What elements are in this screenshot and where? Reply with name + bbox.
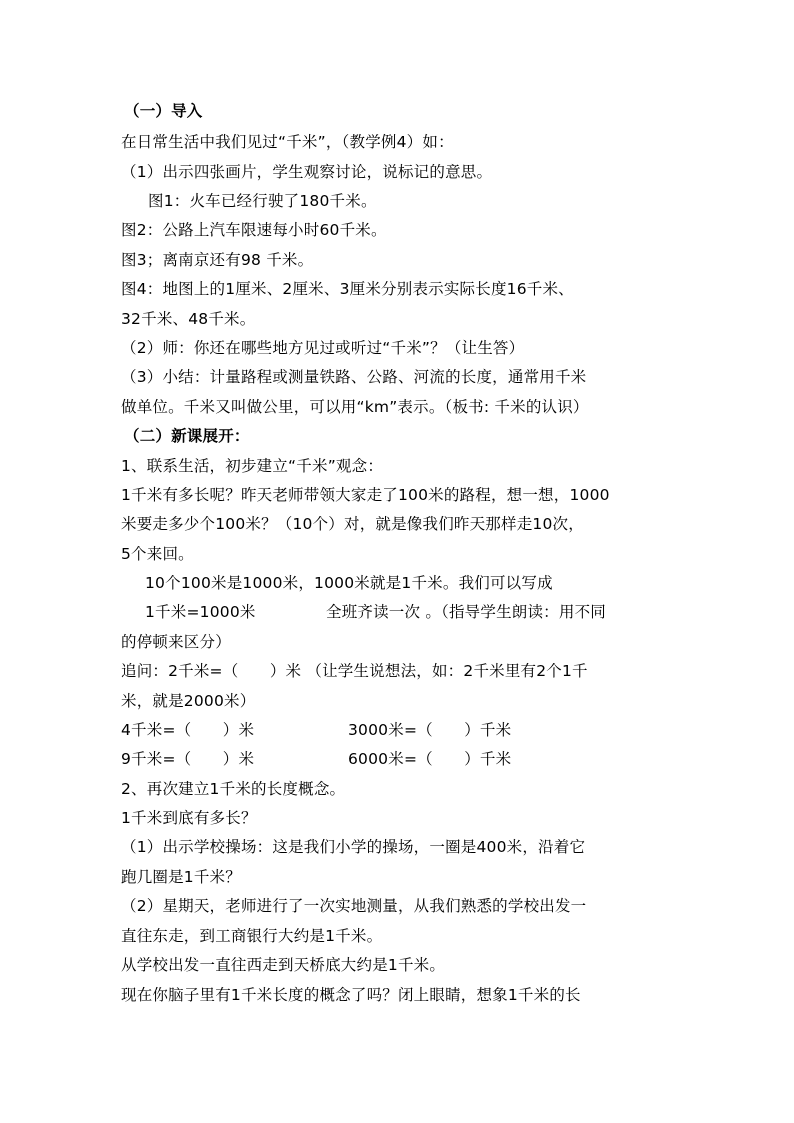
text-line: 5个来回。 bbox=[121, 545, 194, 563]
text-line: 的停顿来区分） bbox=[121, 633, 231, 651]
text-line: 跑几圈是1千米？ bbox=[121, 868, 241, 886]
text-line: 现在你脑子里有1千米长度的概念了吗？闭上眼睛，想象1千米的长 bbox=[121, 986, 581, 1004]
text-line: 1千米=1000米 bbox=[145, 603, 256, 621]
text-line: 图4：地图上的1厘米、2厘米、3厘米分别表示实际长度16千米、 bbox=[121, 280, 574, 298]
text-line: 1千米到底有多长？ bbox=[121, 809, 257, 827]
section-heading-new-lesson: （二）新课展开： bbox=[124, 427, 250, 445]
text-line: （2）星期天，老师进行了一次实地测量，从我们熟悉的学校出发一 bbox=[121, 897, 587, 915]
text-line: 图1：火车已经行驶了180千米。 bbox=[148, 192, 377, 210]
text-line: 米，就是2000米） bbox=[121, 692, 256, 710]
text-line: 米要走多少个100米？（10个）对，就是像我们昨天那样走10次， bbox=[121, 515, 584, 533]
text-line: （1）出示四张画片，学生观察讨论，说标记的意思。 bbox=[121, 163, 493, 181]
exercise-item: 4千米=（ ）米 bbox=[121, 721, 255, 739]
exercise-item: 6000米=（ ）千米 bbox=[348, 750, 512, 768]
text-line: 从学校出发一直往西走到天桥底大约是1千米。 bbox=[121, 956, 446, 974]
exercise-item: 3000米=（ ）千米 bbox=[348, 721, 512, 739]
text-line: 图3；离南京还有98 千米。 bbox=[121, 251, 314, 269]
text-line: 1、联系生活，初步建立“千米”观念： bbox=[121, 457, 384, 475]
text-line: 全班齐读一次 。（指导学生朗读：用不同 bbox=[326, 603, 606, 621]
text-line: 1千米有多长呢？昨天老师带领大家走了100米的路程，想一想，1000 bbox=[121, 486, 610, 504]
text-line: （1）出示学校操场：这是我们小学的操场，一圈是400米，沿着它 bbox=[121, 838, 586, 856]
exercise-item: 9千米=（ ）米 bbox=[121, 750, 255, 768]
text-line: （2）师：你还在哪些地方见过或听过“千米”？（让生答） bbox=[121, 339, 525, 357]
text-line: 做单位。千米又叫做公里，可以用“km”表示。（板书: 千米的认识） bbox=[121, 398, 589, 416]
text-line: 2、再次建立1千米的长度概念。 bbox=[121, 780, 346, 798]
text-line: 10个100米是1000米，1000米就是1千米。我们可以写成 bbox=[145, 574, 553, 592]
text-line: 在日常生活中我们见过“千米”，（教学例4）如： bbox=[121, 133, 454, 151]
text-line: 32千米、48千米。 bbox=[121, 310, 256, 328]
text-line: 追问：2千米=（ ）米 （让学生说想法，如：2千米里有2个1千 bbox=[121, 662, 588, 680]
section-heading-intro: （一）导入 bbox=[124, 102, 203, 120]
text-line: 图2：公路上汽车限速每小时60千米。 bbox=[121, 221, 387, 239]
text-line: 直往东走，到工商银行大约是1千米。 bbox=[121, 927, 383, 945]
text-line: （3）小结：计量路程或测量铁路、公路、河流的长度，通常用千米 bbox=[121, 368, 587, 386]
